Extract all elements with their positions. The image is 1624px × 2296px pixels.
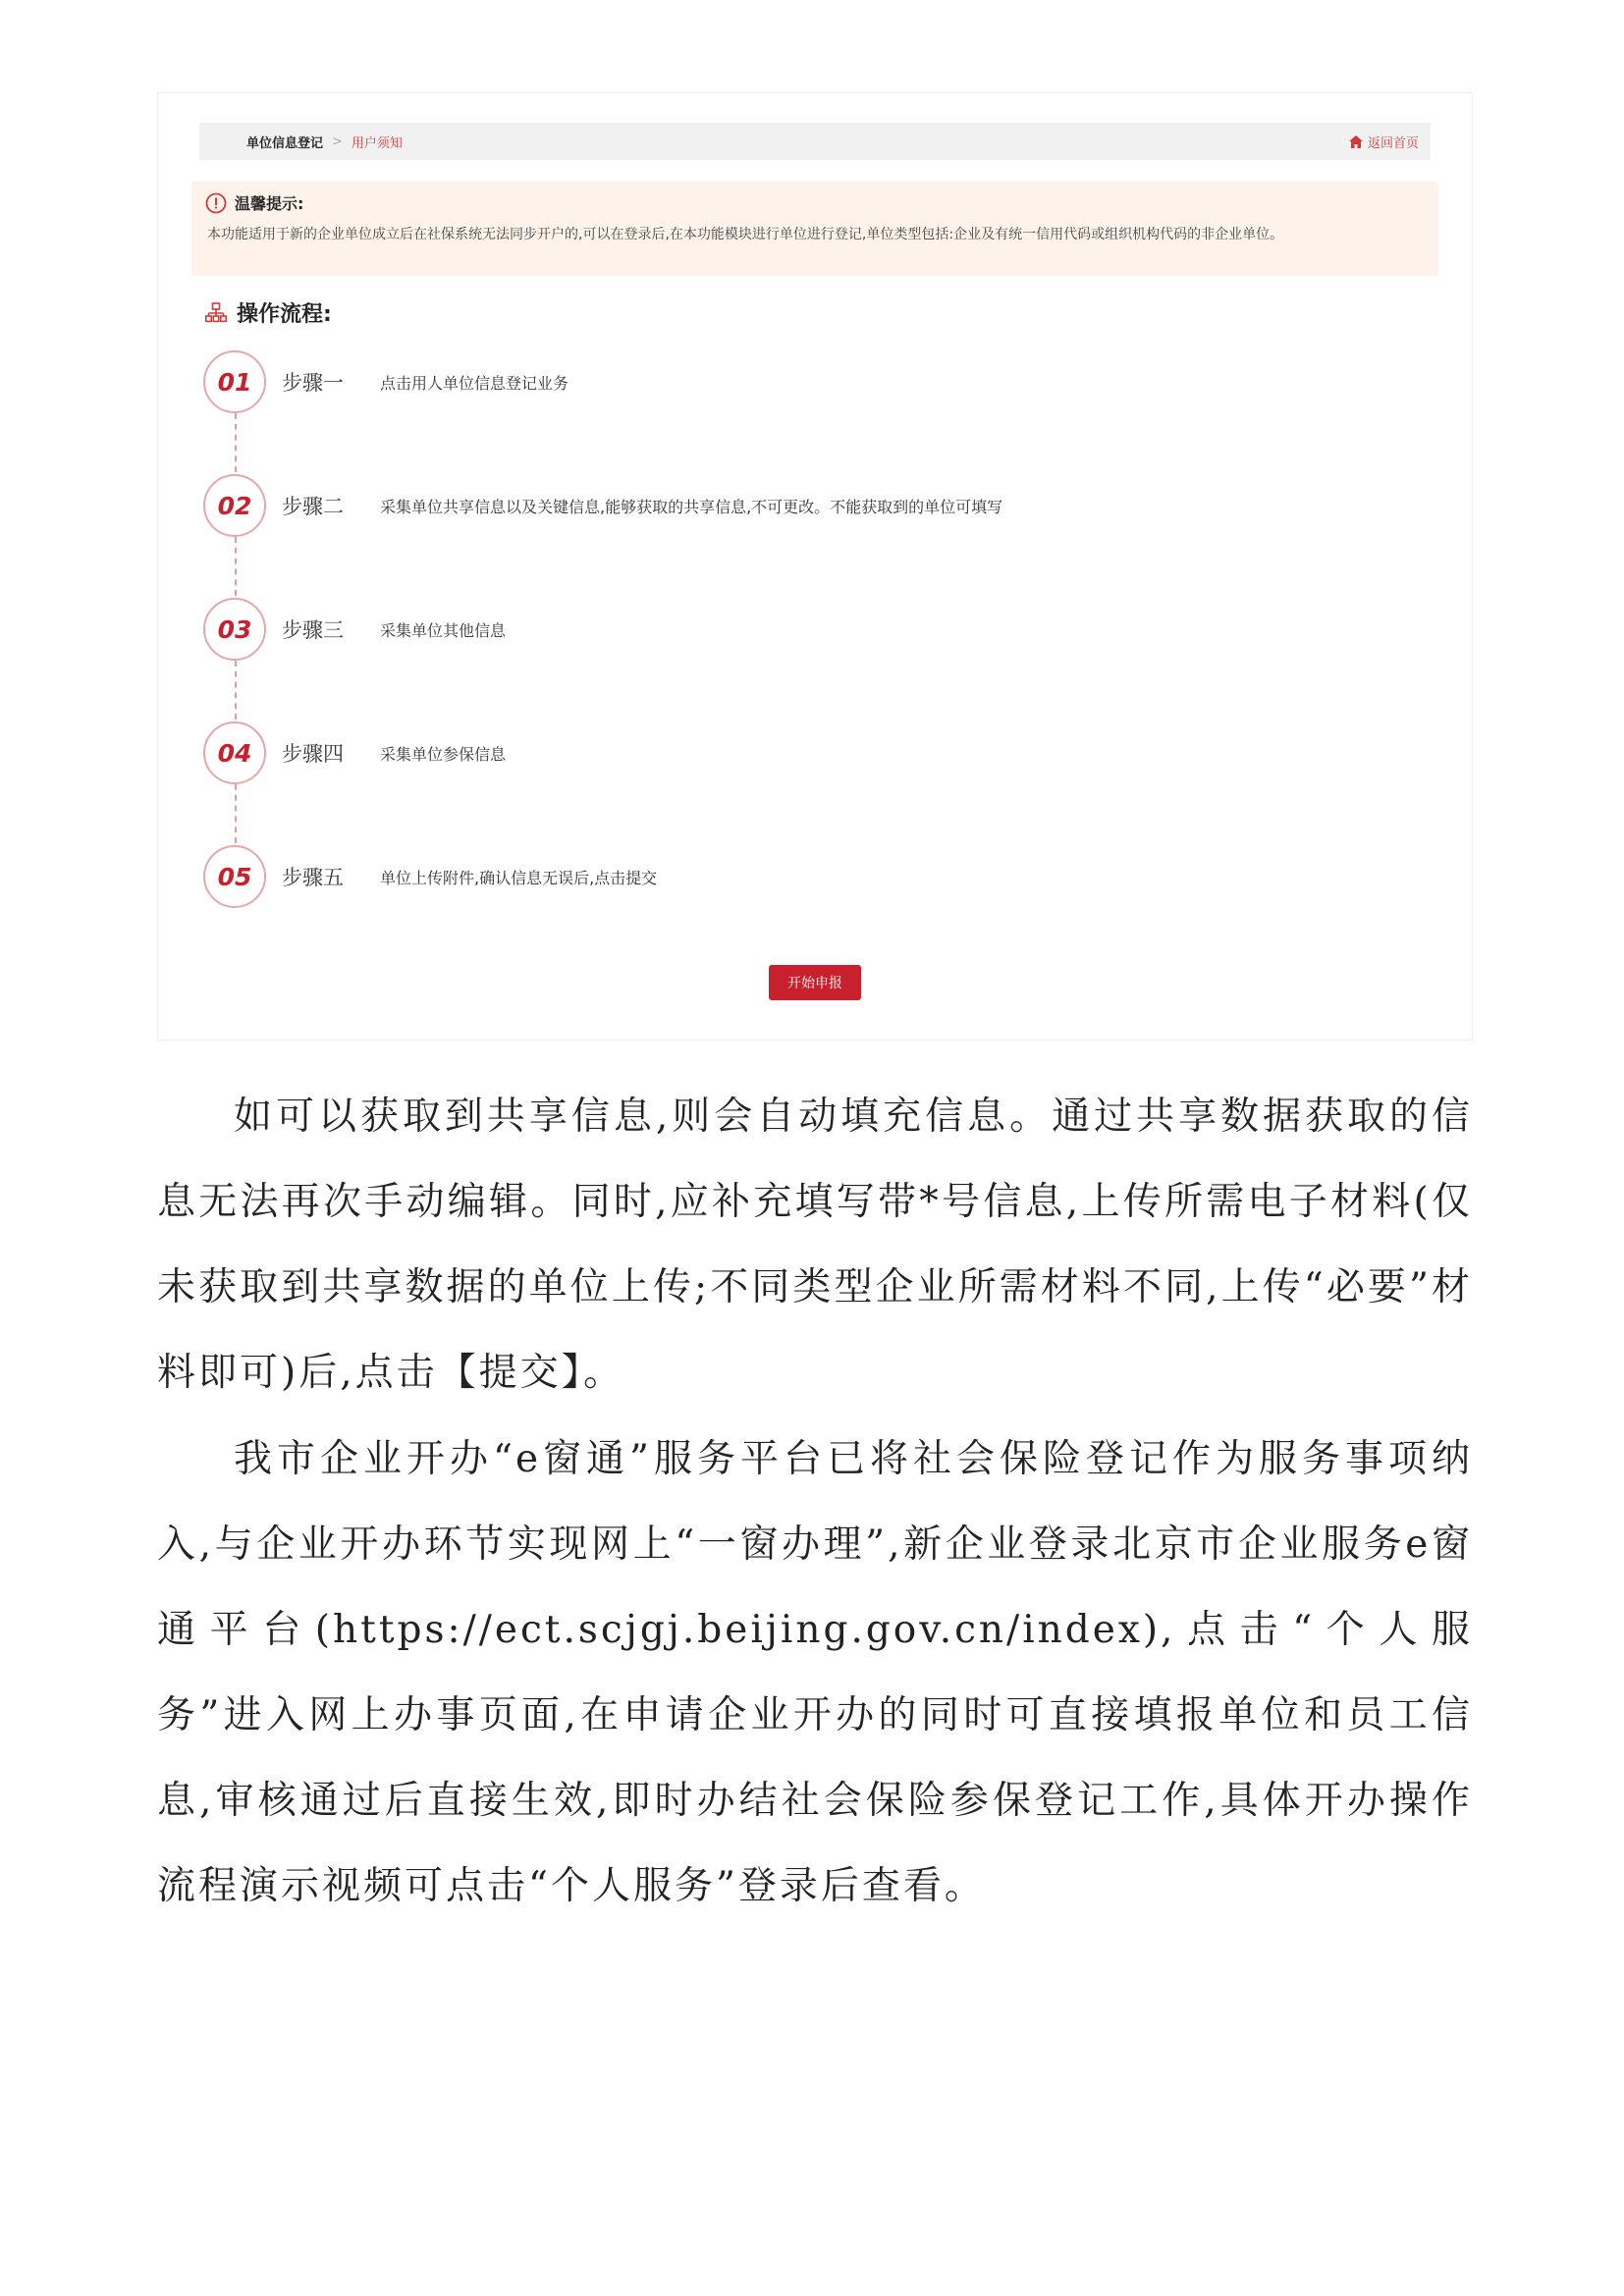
step-description: 采集单位其他信息 [380,620,507,640]
step-name: 步骤四 [282,742,344,766]
flow-step [203,474,1002,537]
warm-tip [191,182,1438,276]
breadcrumb [199,123,1431,160]
step-connector [235,661,237,720]
breadcrumb-home[interactable]: 单位信息登记 [246,135,324,151]
tip-header [205,191,1423,214]
flow-title-text: 操作流程: [237,302,332,327]
flow-step [203,721,506,784]
flow-step [203,350,568,413]
step-name: 步骤五 [282,866,344,889]
flow-step [203,598,506,661]
step-number: 04 [203,721,266,784]
step-number: 05 [203,845,266,908]
back-home-link[interactable] [1349,133,1419,151]
step-name: 步骤二 [282,495,344,518]
flow-step [203,845,657,908]
step-connector [235,537,237,596]
step-number: 02 [203,474,266,537]
step-description: 采集单位参保信息 [380,744,507,764]
flow-chart-icon [205,302,227,324]
tip-body: 本功能适用于新的企业单位成立后在社保系统无法同步开户的,可以在登录后,在本功能模块进行单位进行登记,单位类型包括:企业及有统一信用代码或组织机构代码的非企业单位。 [207,227,1284,242]
body-paragraph: 如可以获取到共享信息,则会自动填充信息。通过共享数据获取的信息无法再次手动编辑。同时,应补充填写带*号信息,上传所需电子材料(仅未获取到共享数据的单位上传;不同类型企业所需材料不同,上传“必要”材料即可)后,点击【提交】。 [157,1095,1473,1395]
step-connector [235,413,237,472]
step-description: 点击用人单位信息登记业务 [380,373,569,393]
step-description: 采集单位共享信息以及关键信息,能够获取的共享信息,不可更改。不能获取到的单位可填写 [380,497,1003,516]
breadcrumb-current: 用户须知 [351,135,403,151]
step-connector [235,784,237,843]
step-name: 步骤一 [282,371,344,395]
step-number: 03 [203,598,266,661]
step-name: 步骤三 [282,618,344,642]
back-home-label: 返回首页 [1367,135,1419,151]
step-number: 01 [203,350,266,413]
breadcrumb-separator: > [332,133,343,149]
tip-title: 温馨提示: [235,194,304,213]
flow-title [205,297,332,328]
alert-icon [205,192,227,214]
body-paragraph: 我市企业开办“e窗通”服务平台已将社会保险登记作为服务事项纳入,与企业开办环节实现网上“一窗办理”,新企业登录北京市企业服务e窗通平台(https://ect.scjgj.beijing.gov.cn/index),点击“个人服务”进入网上办事页面,在申请企业开办的同时可直接填报单位和员工信息,审核通过后直接生效,即时办结社会保险参保登记工作,具体开办操作流程演示视频可点击“个人服务”登录后查看。 [157,1437,1473,1908]
start-application-button[interactable]: 开始申报 [769,965,861,1000]
screenshot-panel [157,92,1473,1041]
home-icon [1349,135,1363,148]
step-description: 单位上传附件,确认信息无误后,点击提交 [380,868,658,887]
